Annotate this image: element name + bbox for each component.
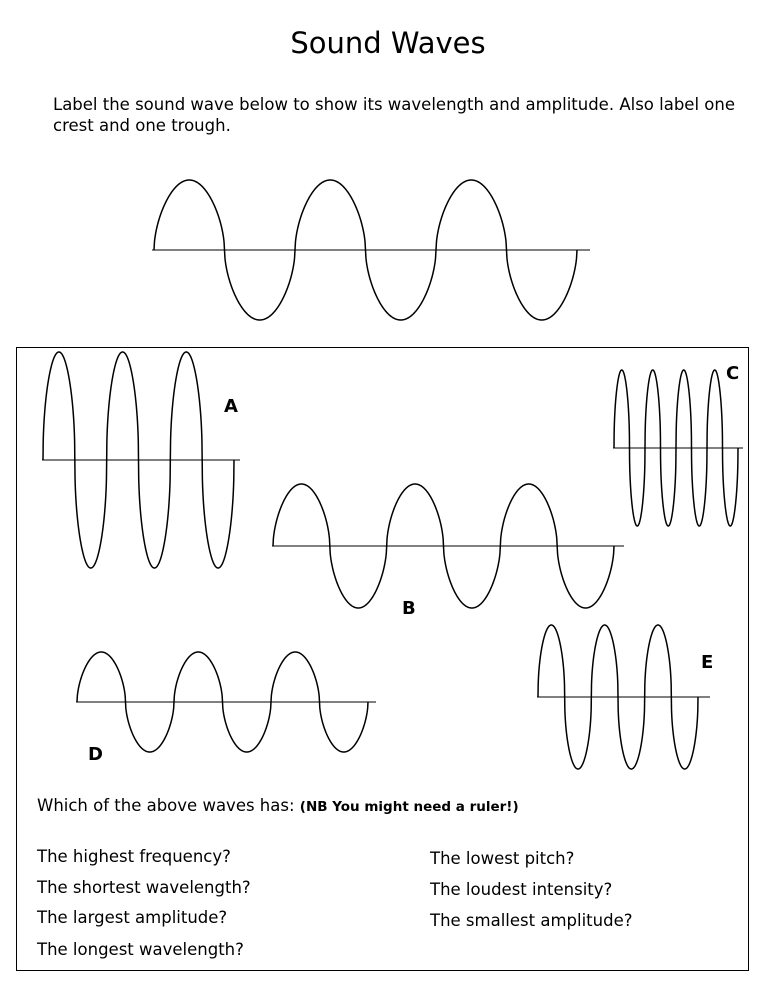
wave-label-b: B [402, 598, 416, 619]
question-left-2: The shortest wavelength? [37, 878, 251, 897]
instruction-text: Label the sound wave below to show its wavelength and amplitude. Also label one crest and one trough. [53, 95, 735, 135]
question-text: Which of the above waves has: [37, 796, 295, 815]
page-title: Sound Waves [290, 26, 486, 60]
wave-label-e: E [701, 652, 714, 673]
wave-c [613, 370, 743, 526]
question-right-2: The loudest intensity? [430, 880, 613, 899]
question-left-4: The longest wavelength? [37, 940, 244, 959]
question-note: (NB You might need a ruler!) [299, 799, 519, 815]
question-prompt [37, 796, 519, 815]
wave-e [537, 625, 710, 769]
wave-d [76, 652, 376, 752]
wave-label-d: D [88, 744, 103, 765]
question-right-3: The smallest amplitude? [430, 911, 633, 930]
wave-a [42, 352, 240, 568]
wave-label-c: C [726, 363, 740, 384]
question-right-1: The lowest pitch? [430, 849, 575, 868]
question-left-3: The largest amplitude? [37, 908, 228, 927]
wave-b [272, 484, 624, 608]
wave-label-a: A [224, 396, 238, 417]
question-left-1: The highest frequency? [37, 847, 231, 866]
